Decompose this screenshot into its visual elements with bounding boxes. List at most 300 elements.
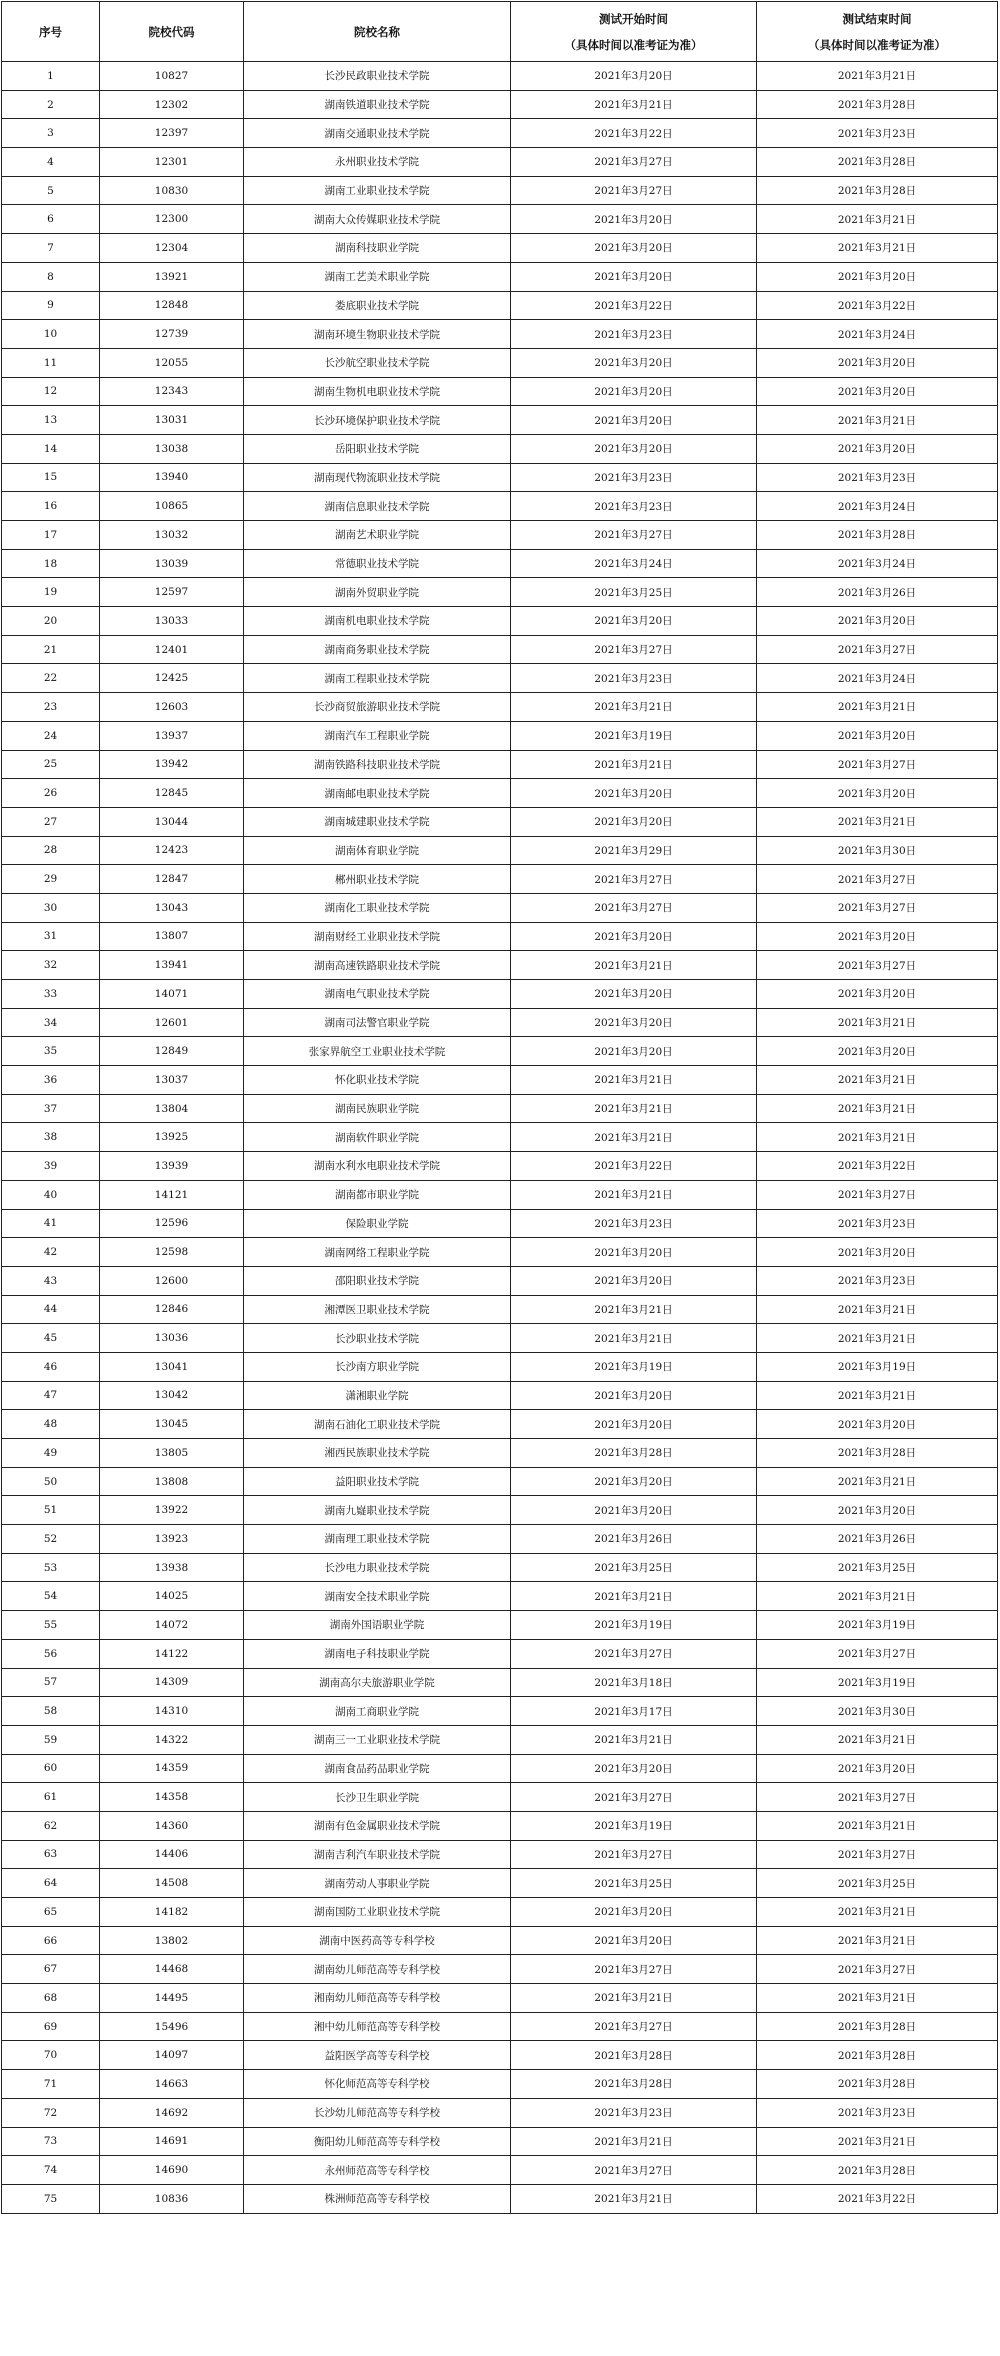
cell-start-date: 2021年3月27日	[511, 1639, 757, 1668]
cell-end-date: 2021年3月28日	[757, 176, 998, 205]
cell-seq: 18	[2, 549, 100, 578]
cell-end-date: 2021年3月21日	[757, 807, 998, 836]
cell-seq: 13	[2, 406, 100, 435]
cell-end-date: 2021年3月20日	[757, 434, 998, 463]
table-row	[2, 1840, 998, 1869]
cell-start-date: 2021年3月21日	[511, 1180, 757, 1209]
table-row	[2, 1123, 998, 1152]
cell-end-date: 2021年3月26日	[757, 578, 998, 607]
cell-school-name: 湖南财经工业职业技术学院	[244, 922, 511, 951]
cell-start-date: 2021年3月25日	[511, 1553, 757, 1582]
cell-seq: 15	[2, 463, 100, 492]
cell-start-date: 2021年3月21日	[511, 90, 757, 119]
cell-seq: 64	[2, 1869, 100, 1898]
table-row	[2, 406, 998, 435]
cell-code: 12849	[100, 1037, 244, 1066]
cell-seq: 40	[2, 1180, 100, 1209]
table-row	[2, 2098, 998, 2127]
cell-seq: 22	[2, 664, 100, 693]
table-row	[2, 721, 998, 750]
table-row	[2, 1926, 998, 1955]
cell-school-name: 益阳职业技术学院	[244, 1467, 511, 1496]
cell-end-date: 2021年3月23日	[757, 119, 998, 148]
table-row	[2, 1410, 998, 1439]
cell-code: 12302	[100, 90, 244, 119]
cell-end-date: 2021年3月20日	[757, 721, 998, 750]
cell-end-date: 2021年3月21日	[757, 1324, 998, 1353]
cell-seq: 24	[2, 721, 100, 750]
cell-seq: 53	[2, 1553, 100, 1582]
cell-school-name: 湖南外国语职业学院	[244, 1611, 511, 1640]
cell-code: 13937	[100, 721, 244, 750]
cell-seq: 32	[2, 951, 100, 980]
table-row	[2, 434, 998, 463]
table-row	[2, 148, 998, 177]
cell-seq: 58	[2, 1697, 100, 1726]
cell-start-date: 2021年3月23日	[511, 320, 757, 349]
cell-code: 12343	[100, 377, 244, 406]
cell-end-date: 2021年3月20日	[757, 607, 998, 636]
cell-start-date: 2021年3月20日	[511, 1410, 757, 1439]
header-name-label: 院校名称	[354, 24, 400, 39]
cell-end-date: 2021年3月21日	[757, 1984, 998, 2013]
cell-code: 13041	[100, 1352, 244, 1381]
cell-seq: 44	[2, 1295, 100, 1324]
cell-seq: 26	[2, 779, 100, 808]
cell-code: 14122	[100, 1639, 244, 1668]
cell-start-date: 2021年3月20日	[511, 205, 757, 234]
cell-code: 13033	[100, 607, 244, 636]
cell-start-date: 2021年3月20日	[511, 377, 757, 406]
cell-start-date: 2021年3月24日	[511, 549, 757, 578]
cell-seq: 1	[2, 62, 100, 91]
cell-school-name: 湘潭医卫职业技术学院	[244, 1295, 511, 1324]
table-row	[2, 1783, 998, 1812]
cell-code: 13925	[100, 1123, 244, 1152]
cell-start-date: 2021年3月25日	[511, 578, 757, 607]
cell-end-date: 2021年3月20日	[757, 922, 998, 951]
cell-start-date: 2021年3月27日	[511, 2156, 757, 2185]
cell-school-name: 长沙卫生职业学院	[244, 1783, 511, 1812]
cell-seq: 30	[2, 893, 100, 922]
cell-start-date: 2021年3月21日	[511, 951, 757, 980]
cell-school-name: 湖南工程职业技术学院	[244, 664, 511, 693]
cell-school-name: 湖南劳动人事职业学院	[244, 1869, 511, 1898]
cell-end-date: 2021年3月20日	[757, 980, 998, 1009]
table-row	[2, 922, 998, 951]
cell-seq: 74	[2, 2156, 100, 2185]
cell-seq: 11	[2, 348, 100, 377]
cell-code: 12848	[100, 291, 244, 320]
cell-start-date: 2021年3月27日	[511, 148, 757, 177]
table-row	[2, 1697, 998, 1726]
cell-seq: 54	[2, 1582, 100, 1611]
cell-code: 14690	[100, 2156, 244, 2185]
table-row	[2, 205, 998, 234]
cell-start-date: 2021年3月27日	[511, 1783, 757, 1812]
cell-end-date: 2021年3月21日	[757, 1123, 998, 1152]
cell-code: 13802	[100, 1926, 244, 1955]
cell-start-date: 2021年3月21日	[511, 2127, 757, 2156]
cell-code: 13037	[100, 1066, 244, 1095]
cell-start-date: 2021年3月20日	[511, 1467, 757, 1496]
cell-school-name: 常德职业技术学院	[244, 549, 511, 578]
cell-code: 13942	[100, 750, 244, 779]
table-row	[2, 320, 998, 349]
header-name	[244, 2, 511, 62]
cell-end-date: 2021年3月27日	[757, 1180, 998, 1209]
cell-seq: 16	[2, 492, 100, 521]
cell-code: 15496	[100, 2012, 244, 2041]
cell-code: 13808	[100, 1467, 244, 1496]
cell-school-name: 娄底职业技术学院	[244, 291, 511, 320]
cell-seq: 51	[2, 1496, 100, 1525]
cell-school-name: 郴州职业技术学院	[244, 865, 511, 894]
header-seq-label: 序号	[39, 24, 62, 39]
header-end	[757, 2, 998, 62]
cell-end-date: 2021年3月21日	[757, 1295, 998, 1324]
cell-start-date: 2021年3月20日	[511, 406, 757, 435]
table-row	[2, 2184, 998, 2213]
cell-school-name: 株洲师范高等专科学校	[244, 2184, 511, 2213]
cell-start-date: 2021年3月20日	[511, 980, 757, 1009]
cell-code: 14358	[100, 1783, 244, 1812]
cell-code: 13939	[100, 1152, 244, 1181]
cell-end-date: 2021年3月21日	[757, 234, 998, 263]
cell-seq: 4	[2, 148, 100, 177]
cell-code: 14508	[100, 1869, 244, 1898]
table-row	[2, 1209, 998, 1238]
cell-code: 12597	[100, 578, 244, 607]
cell-seq: 62	[2, 1811, 100, 1840]
cell-code: 12423	[100, 836, 244, 865]
cell-seq: 42	[2, 1238, 100, 1267]
cell-seq: 28	[2, 836, 100, 865]
table-row	[2, 693, 998, 722]
cell-school-name: 永州职业技术学院	[244, 148, 511, 177]
cell-school-name: 湘西民族职业技术学院	[244, 1439, 511, 1468]
table-row	[2, 951, 998, 980]
cell-code: 14072	[100, 1611, 244, 1640]
cell-seq: 46	[2, 1352, 100, 1381]
cell-start-date: 2021年3月27日	[511, 521, 757, 550]
cell-start-date: 2021年3月23日	[511, 492, 757, 521]
cell-school-name: 湖南电气职业技术学院	[244, 980, 511, 1009]
cell-start-date: 2021年3月20日	[511, 1898, 757, 1927]
table-row	[2, 1324, 998, 1353]
cell-school-name: 湖南科技职业学院	[244, 234, 511, 263]
cell-end-date: 2021年3月20日	[757, 1410, 998, 1439]
cell-end-date: 2021年3月20日	[757, 1754, 998, 1783]
cell-code: 14121	[100, 1180, 244, 1209]
cell-start-date: 2021年3月28日	[511, 2070, 757, 2099]
cell-seq: 41	[2, 1209, 100, 1238]
cell-start-date: 2021年3月20日	[511, 922, 757, 951]
table-row	[2, 521, 998, 550]
cell-code: 13038	[100, 434, 244, 463]
cell-school-name: 湖南邮电职业技术学院	[244, 779, 511, 808]
cell-code: 10836	[100, 2184, 244, 2213]
cell-school-name: 湖南安全技术职业学院	[244, 1582, 511, 1611]
cell-code: 14322	[100, 1725, 244, 1754]
cell-seq: 29	[2, 865, 100, 894]
cell-code: 10827	[100, 62, 244, 91]
cell-end-date: 2021年3月24日	[757, 320, 998, 349]
cell-code: 14468	[100, 1955, 244, 1984]
cell-end-date: 2021年3月24日	[757, 549, 998, 578]
cell-school-name: 湖南有色金属职业技术学院	[244, 1811, 511, 1840]
cell-end-date: 2021年3月27日	[757, 1955, 998, 1984]
cell-school-name: 湘南幼儿师范高等专科学校	[244, 1984, 511, 2013]
table-row	[2, 807, 998, 836]
table-row	[2, 750, 998, 779]
cell-school-name: 湖南铁路科技职业技术学院	[244, 750, 511, 779]
cell-school-name: 湖南环境生物职业技术学院	[244, 320, 511, 349]
cell-end-date: 2021年3月23日	[757, 1209, 998, 1238]
cell-end-date: 2021年3月20日	[757, 348, 998, 377]
cell-code: 12846	[100, 1295, 244, 1324]
table-row	[2, 1439, 998, 1468]
table-row	[2, 836, 998, 865]
cell-code: 13940	[100, 463, 244, 492]
table-row	[2, 1037, 998, 1066]
cell-code: 12055	[100, 348, 244, 377]
cell-end-date: 2021年3月21日	[757, 1898, 998, 1927]
table-row	[2, 1066, 998, 1095]
cell-end-date: 2021年3月27日	[757, 635, 998, 664]
cell-seq: 12	[2, 377, 100, 406]
cell-school-name: 衡阳幼儿师范高等专科学校	[244, 2127, 511, 2156]
cell-school-name: 永州师范高等专科学校	[244, 2156, 511, 2185]
cell-start-date: 2021年3月19日	[511, 1352, 757, 1381]
cell-start-date: 2021年3月20日	[511, 1238, 757, 1267]
cell-code: 12401	[100, 635, 244, 664]
cell-seq: 49	[2, 1439, 100, 1468]
cell-school-name: 湖南铁道职业技术学院	[244, 90, 511, 119]
cell-seq: 45	[2, 1324, 100, 1353]
cell-code: 13031	[100, 406, 244, 435]
cell-school-name: 湖南司法警官职业学院	[244, 1008, 511, 1037]
cell-seq: 47	[2, 1381, 100, 1410]
cell-seq: 39	[2, 1152, 100, 1181]
cell-code: 13045	[100, 1410, 244, 1439]
cell-start-date: 2021年3月28日	[511, 2041, 757, 2070]
cell-code: 10830	[100, 176, 244, 205]
cell-code: 12845	[100, 779, 244, 808]
cell-end-date: 2021年3月21日	[757, 1582, 998, 1611]
cell-school-name: 长沙幼儿师范高等专科学校	[244, 2098, 511, 2127]
cell-code: 12739	[100, 320, 244, 349]
cell-code: 14310	[100, 1697, 244, 1726]
cell-seq: 43	[2, 1266, 100, 1295]
cell-school-name: 湖南都市职业学院	[244, 1180, 511, 1209]
table-row	[2, 176, 998, 205]
cell-code: 13938	[100, 1553, 244, 1582]
cell-end-date: 2021年3月25日	[757, 1553, 998, 1582]
table-row	[2, 635, 998, 664]
cell-end-date: 2021年3月28日	[757, 2070, 998, 2099]
cell-code: 14406	[100, 1840, 244, 1869]
cell-code: 12300	[100, 205, 244, 234]
cell-seq: 9	[2, 291, 100, 320]
table-row	[2, 549, 998, 578]
cell-end-date: 2021年3月23日	[757, 463, 998, 492]
cell-seq: 65	[2, 1898, 100, 1927]
header-code-label: 院校代码	[148, 24, 195, 39]
cell-start-date: 2021年3月21日	[511, 1295, 757, 1324]
cell-start-date: 2021年3月20日	[511, 1381, 757, 1410]
table-row	[2, 1467, 998, 1496]
cell-end-date: 2021年3月28日	[757, 148, 998, 177]
cell-seq: 72	[2, 2098, 100, 2127]
cell-start-date: 2021年3月21日	[511, 2184, 757, 2213]
cell-start-date: 2021年3月21日	[511, 1094, 757, 1123]
table-row	[2, 1754, 998, 1783]
cell-start-date: 2021年3月29日	[511, 836, 757, 865]
table-row	[2, 90, 998, 119]
cell-school-name: 湖南九嶷职业技术学院	[244, 1496, 511, 1525]
table-row	[2, 980, 998, 1009]
table-body	[2, 62, 998, 2214]
cell-end-date: 2021年3月22日	[757, 291, 998, 320]
cell-end-date: 2021年3月24日	[757, 664, 998, 693]
cell-school-name: 湖南高速铁路职业技术学院	[244, 951, 511, 980]
cell-seq: 55	[2, 1611, 100, 1640]
cell-seq: 33	[2, 980, 100, 1009]
header-start-label: 测试开始时间	[599, 11, 668, 26]
cell-end-date: 2021年3月25日	[757, 1869, 998, 1898]
table-row	[2, 1553, 998, 1582]
cell-school-name: 湖南水利水电职业技术学院	[244, 1152, 511, 1181]
cell-start-date: 2021年3月21日	[511, 1725, 757, 1754]
cell-start-date: 2021年3月21日	[511, 1324, 757, 1353]
cell-start-date: 2021年3月27日	[511, 176, 757, 205]
cell-code: 12847	[100, 865, 244, 894]
cell-school-name: 湖南国防工业职业技术学院	[244, 1898, 511, 1927]
cell-end-date: 2021年3月28日	[757, 90, 998, 119]
cell-start-date: 2021年3月20日	[511, 779, 757, 808]
cell-school-name: 岳阳职业技术学院	[244, 434, 511, 463]
cell-code: 13807	[100, 922, 244, 951]
table-row	[2, 1725, 998, 1754]
cell-end-date: 2021年3月19日	[757, 1668, 998, 1697]
cell-seq: 31	[2, 922, 100, 951]
cell-seq: 23	[2, 693, 100, 722]
cell-seq: 8	[2, 262, 100, 291]
cell-start-date: 2021年3月27日	[511, 2012, 757, 2041]
cell-seq: 73	[2, 2127, 100, 2156]
cell-end-date: 2021年3月19日	[757, 1611, 998, 1640]
cell-seq: 69	[2, 2012, 100, 2041]
table-row	[2, 1955, 998, 1984]
cell-school-name: 湖南化工职业技术学院	[244, 893, 511, 922]
cell-end-date: 2021年3月22日	[757, 2184, 998, 2213]
cell-start-date: 2021年3月20日	[511, 1037, 757, 1066]
table-row	[2, 1266, 998, 1295]
table-row	[2, 1525, 998, 1554]
cell-start-date: 2021年3月22日	[511, 119, 757, 148]
cell-start-date: 2021年3月20日	[511, 1266, 757, 1295]
cell-school-name: 湖南机电职业技术学院	[244, 607, 511, 636]
cell-school-name: 长沙航空职业技术学院	[244, 348, 511, 377]
cell-start-date: 2021年3月20日	[511, 1496, 757, 1525]
table-row	[2, 1381, 998, 1410]
cell-school-name: 长沙电力职业技术学院	[244, 1553, 511, 1582]
cell-start-date: 2021年3月27日	[511, 865, 757, 894]
table-row	[2, 1152, 998, 1181]
table-row	[2, 2070, 998, 2099]
table-row	[2, 1811, 998, 1840]
cell-seq: 59	[2, 1725, 100, 1754]
cell-end-date: 2021年3月21日	[757, 1725, 998, 1754]
cell-end-date: 2021年3月21日	[757, 1811, 998, 1840]
cell-end-date: 2021年3月27日	[757, 1783, 998, 1812]
cell-start-date: 2021年3月27日	[511, 635, 757, 664]
cell-school-name: 湖南交通职业技术学院	[244, 119, 511, 148]
cell-code: 13042	[100, 1381, 244, 1410]
cell-code: 13032	[100, 521, 244, 550]
cell-school-name: 湖南高尔夫旅游职业学院	[244, 1668, 511, 1697]
table-row	[2, 119, 998, 148]
cell-end-date: 2021年3月21日	[757, 62, 998, 91]
cell-seq: 60	[2, 1754, 100, 1783]
cell-school-name: 湖南幼儿师范高等专科学校	[244, 1955, 511, 1984]
cell-code: 14182	[100, 1898, 244, 1927]
cell-school-name: 湖南工艺美术职业学院	[244, 262, 511, 291]
cell-code: 14309	[100, 1668, 244, 1697]
cell-seq: 6	[2, 205, 100, 234]
header-start-note: （具体时间以准考证为准）	[564, 37, 703, 52]
cell-school-name: 湖南现代物流职业技术学院	[244, 463, 511, 492]
cell-code: 12397	[100, 119, 244, 148]
cell-start-date: 2021年3月21日	[511, 1066, 757, 1095]
cell-end-date: 2021年3月27日	[757, 750, 998, 779]
cell-end-date: 2021年3月27日	[757, 1639, 998, 1668]
cell-end-date: 2021年3月21日	[757, 406, 998, 435]
cell-start-date: 2021年3月23日	[511, 2098, 757, 2127]
cell-end-date: 2021年3月20日	[757, 262, 998, 291]
header-start	[511, 2, 757, 62]
cell-seq: 70	[2, 2041, 100, 2070]
cell-end-date: 2021年3月21日	[757, 1381, 998, 1410]
cell-school-name: 湖南理工职业技术学院	[244, 1525, 511, 1554]
cell-code: 14025	[100, 1582, 244, 1611]
cell-end-date: 2021年3月23日	[757, 2098, 998, 2127]
table-header	[2, 2, 998, 62]
cell-school-name: 保险职业学院	[244, 1209, 511, 1238]
cell-seq: 3	[2, 119, 100, 148]
cell-seq: 52	[2, 1525, 100, 1554]
cell-school-name: 湖南中医药高等专科学校	[244, 1926, 511, 1955]
cell-start-date: 2021年3月20日	[511, 1926, 757, 1955]
cell-start-date: 2021年3月20日	[511, 807, 757, 836]
cell-start-date: 2021年3月18日	[511, 1668, 757, 1697]
cell-school-name: 湖南民族职业学院	[244, 1094, 511, 1123]
cell-school-name: 湖南石油化工职业技术学院	[244, 1410, 511, 1439]
cell-school-name: 湖南三一工业职业技术学院	[244, 1725, 511, 1754]
cell-school-name: 湘中幼儿师范高等专科学校	[244, 2012, 511, 2041]
cell-school-name: 长沙南方职业学院	[244, 1352, 511, 1381]
cell-code: 13804	[100, 1094, 244, 1123]
table-row	[2, 893, 998, 922]
cell-seq: 21	[2, 635, 100, 664]
table-row	[2, 1496, 998, 1525]
cell-start-date: 2021年3月28日	[511, 1439, 757, 1468]
cell-seq: 10	[2, 320, 100, 349]
cell-end-date: 2021年3月21日	[757, 1926, 998, 1955]
schedule-table-wrapper	[1, 1, 997, 2214]
cell-end-date: 2021年3月19日	[757, 1352, 998, 1381]
